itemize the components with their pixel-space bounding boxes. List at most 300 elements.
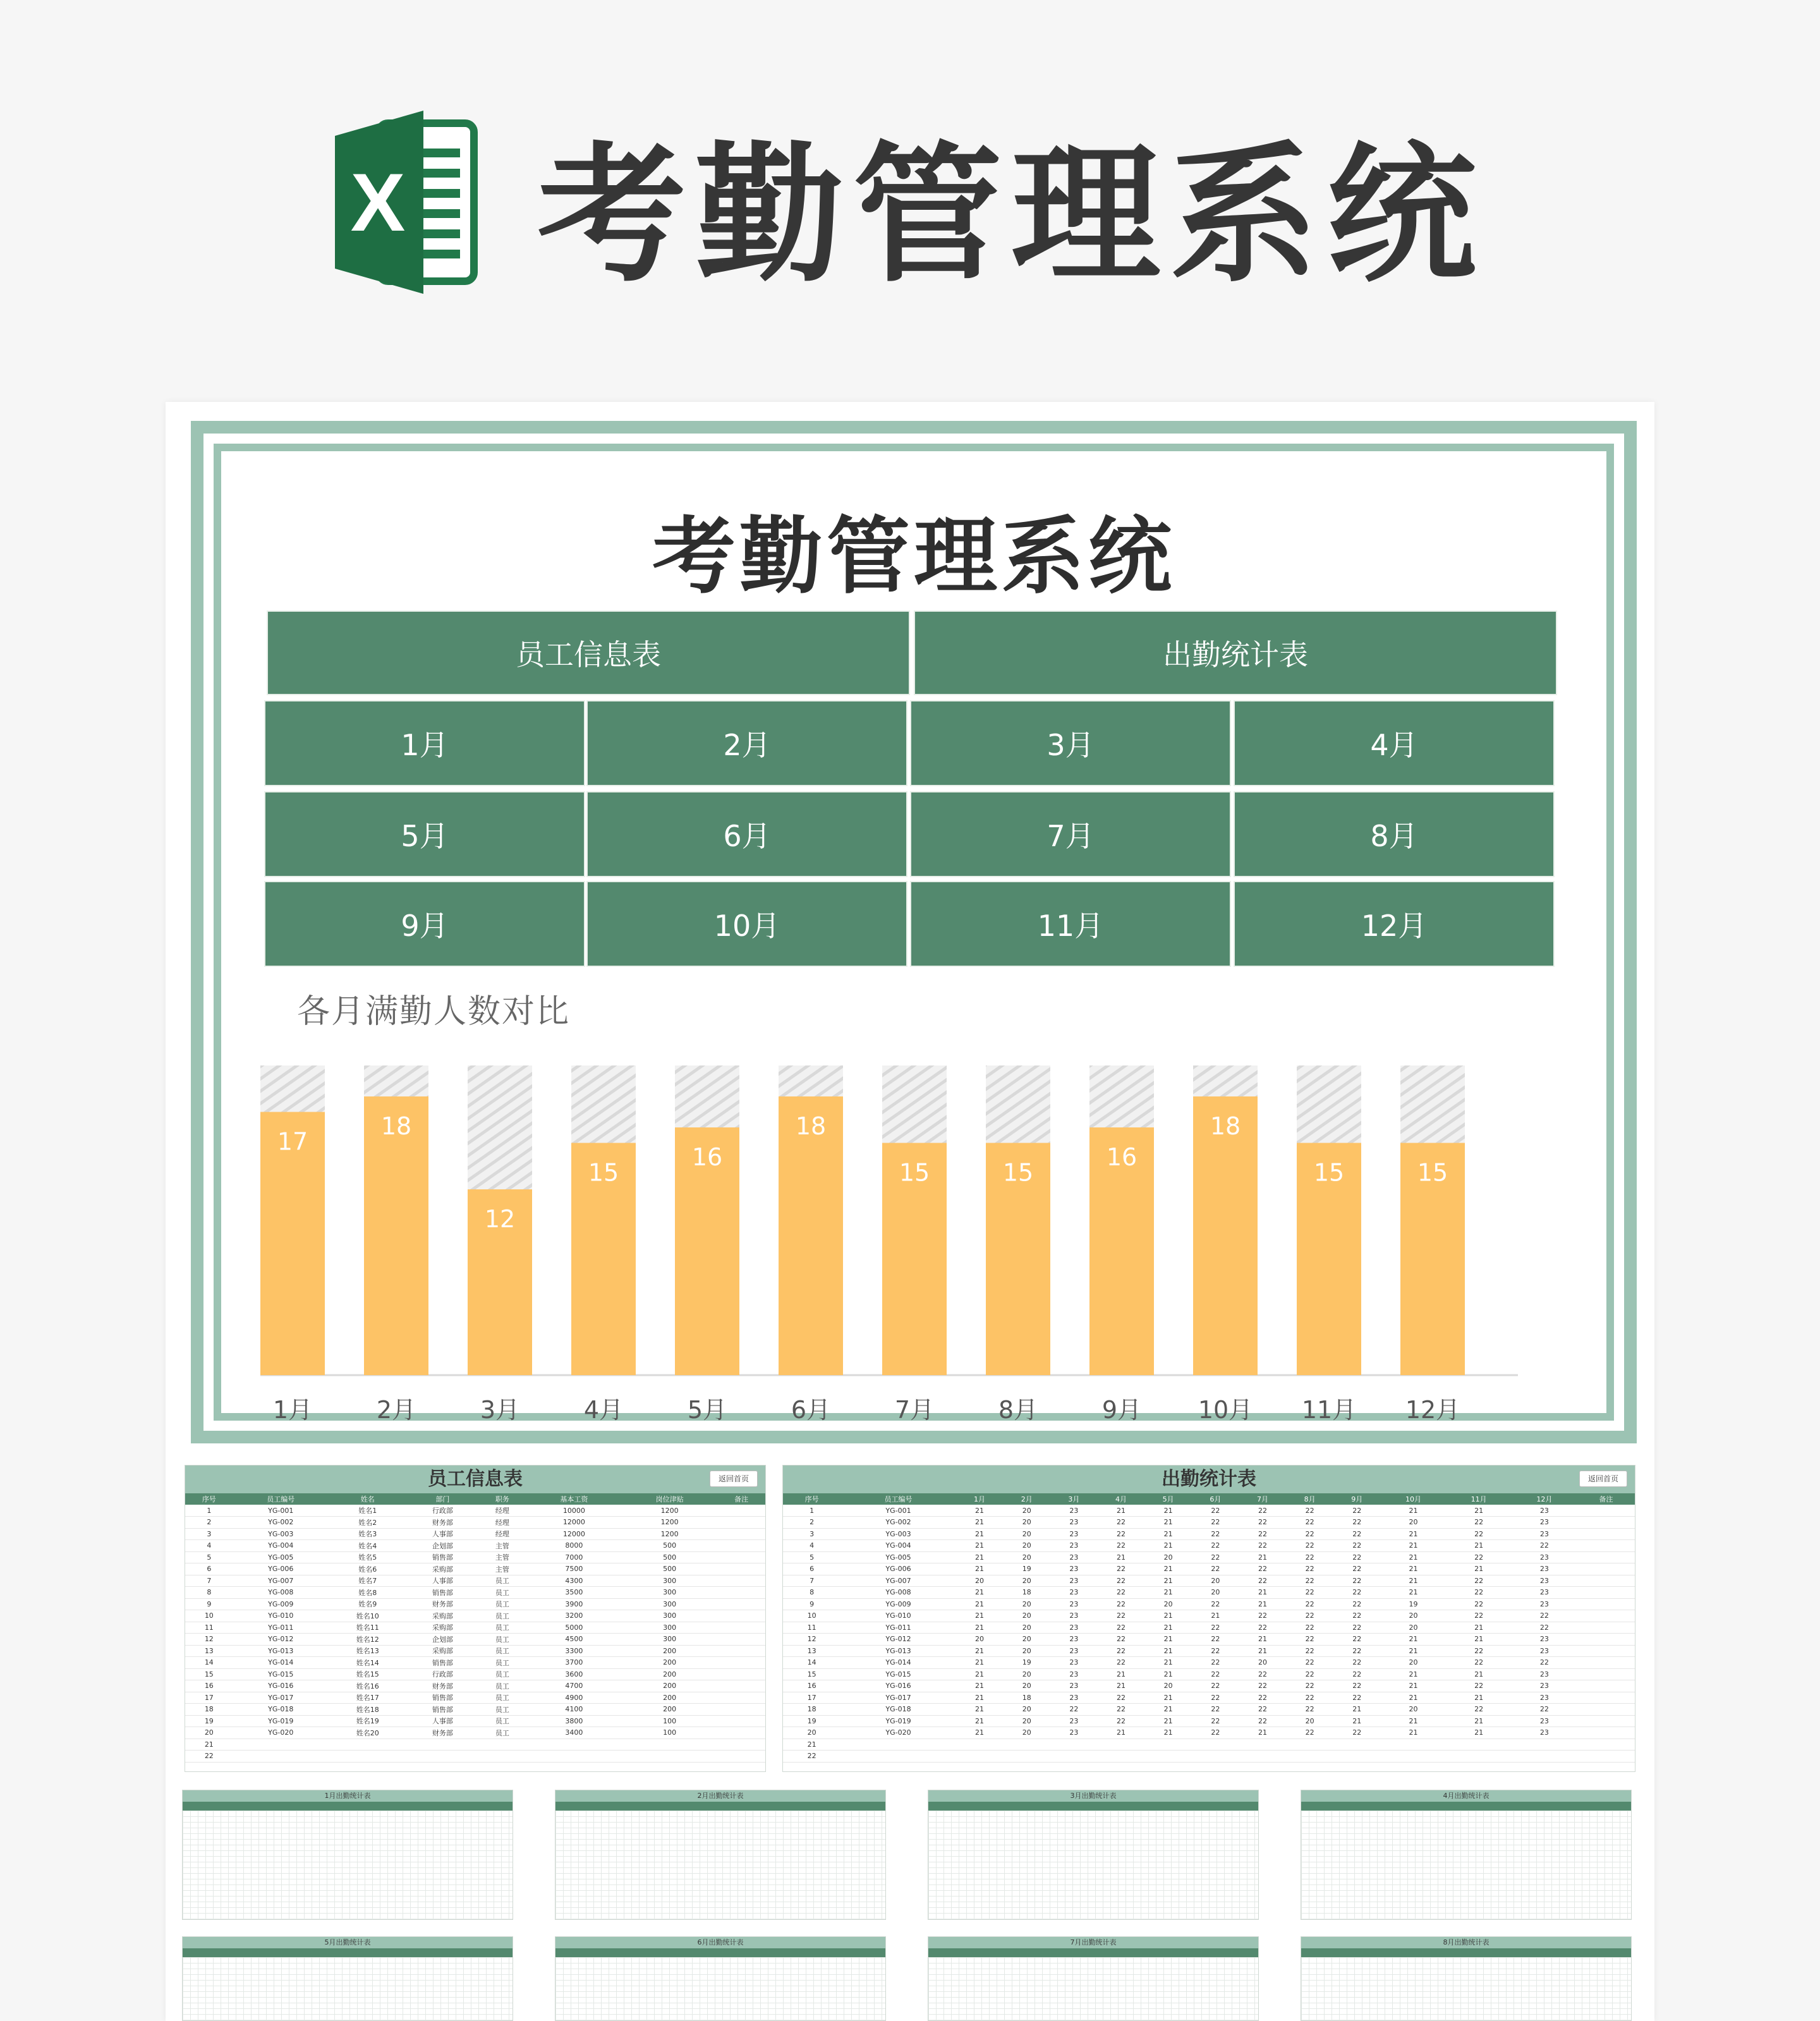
table-cell[interactable]: 200 — [622, 1704, 717, 1716]
table-cell[interactable]: YG-005 — [233, 1551, 329, 1563]
table-cell[interactable]: 23 — [1512, 1680, 1577, 1692]
table-cell[interactable] — [717, 1704, 765, 1716]
table-cell[interactable]: 2 — [185, 1517, 233, 1529]
table-cell[interactable]: 21 — [1098, 1505, 1145, 1517]
table-cell[interactable]: 22 — [1333, 1622, 1381, 1634]
table-cell[interactable]: 姓名2 — [329, 1517, 407, 1529]
table-cell[interactable]: 300 — [622, 1598, 717, 1610]
table-cell[interactable] — [1239, 1751, 1287, 1763]
table-cell[interactable]: 10000 — [526, 1505, 622, 1517]
table-cell[interactable] — [717, 1610, 765, 1622]
table-cell[interactable]: 4 — [185, 1540, 233, 1552]
table-cell[interactable]: 21 — [1098, 1727, 1145, 1739]
table-cell[interactable]: 21 — [956, 1540, 1004, 1552]
table-cell[interactable]: 20 — [956, 1634, 1004, 1646]
table-cell[interactable]: 19 — [1003, 1657, 1050, 1669]
table-cell[interactable]: YG-018 — [840, 1704, 956, 1716]
table-cell[interactable]: 姓名13 — [329, 1645, 407, 1657]
table-cell[interactable]: 22 — [1239, 1517, 1287, 1529]
table-cell[interactable]: 姓名12 — [329, 1634, 407, 1646]
table-cell[interactable]: YG-004 — [840, 1540, 956, 1552]
table-cell[interactable]: 3300 — [526, 1645, 622, 1657]
table-cell[interactable]: 21 — [1381, 1634, 1447, 1646]
table-cell[interactable]: 22 — [1192, 1704, 1239, 1716]
table-cell[interactable]: 22 — [1192, 1622, 1239, 1634]
table-cell[interactable]: 22 — [1286, 1680, 1333, 1692]
table-cell[interactable]: 22 — [1512, 1657, 1577, 1669]
table-cell[interactable]: 18 — [783, 1704, 840, 1716]
table-cell[interactable]: 21 — [1144, 1587, 1192, 1599]
table-cell[interactable]: 22 — [1286, 1598, 1333, 1610]
table-cell[interactable] — [1577, 1704, 1635, 1716]
table-cell[interactable]: 姓名18 — [329, 1704, 407, 1716]
table-cell[interactable]: 20 — [1286, 1715, 1333, 1727]
table-cell[interactable] — [622, 1739, 717, 1751]
table-cell[interactable]: 3 — [185, 1528, 233, 1540]
table-cell[interactable]: 22 — [1192, 1598, 1239, 1610]
nav-month-4[interactable]: 4月 — [1234, 700, 1555, 786]
month-sheet-7[interactable] — [928, 1936, 1259, 2021]
table-cell[interactable]: 22 — [1098, 1528, 1145, 1540]
table-cell[interactable]: YG-016 — [840, 1680, 956, 1692]
table-cell[interactable]: 22 — [1192, 1563, 1239, 1575]
table-cell[interactable]: 23 — [1512, 1715, 1577, 1727]
table-cell[interactable] — [329, 1751, 407, 1763]
table-cell[interactable]: 22 — [1098, 1517, 1145, 1529]
table-cell[interactable]: 21 — [1333, 1715, 1381, 1727]
table-cell[interactable]: 22 — [1098, 1645, 1145, 1657]
table-cell[interactable]: 采购部 — [407, 1563, 478, 1575]
table-cell[interactable]: 财务部 — [407, 1727, 478, 1739]
table-cell[interactable]: 姓名6 — [329, 1563, 407, 1575]
table-cell[interactable]: 300 — [622, 1587, 717, 1599]
table-cell[interactable] — [717, 1727, 765, 1739]
table-cell[interactable]: 1200 — [622, 1517, 717, 1529]
table-cell[interactable]: 经理 — [478, 1517, 526, 1529]
table-cell[interactable]: 19 — [1003, 1563, 1050, 1575]
table-cell[interactable] — [717, 1540, 765, 1552]
table-cell[interactable]: 22 — [1098, 1540, 1145, 1552]
table-cell[interactable]: 21 — [956, 1610, 1004, 1622]
table-cell[interactable]: 22 — [1098, 1587, 1145, 1599]
table-cell[interactable]: 22 — [1098, 1634, 1145, 1646]
table-cell[interactable]: YG-013 — [233, 1645, 329, 1657]
table-cell[interactable]: 22 — [1286, 1634, 1333, 1646]
table-cell[interactable]: 22 — [1192, 1517, 1239, 1529]
table-cell[interactable]: 21 — [956, 1563, 1004, 1575]
table-cell[interactable]: 17 — [185, 1692, 233, 1704]
table-cell[interactable] — [1050, 1751, 1098, 1763]
nav-month-7[interactable]: 7月 — [910, 791, 1231, 877]
table-cell[interactable] — [1050, 1739, 1098, 1751]
table-cell[interactable]: 20 — [1003, 1645, 1050, 1657]
table-cell[interactable]: 22 — [1239, 1622, 1287, 1634]
table-cell[interactable]: 22 — [1446, 1704, 1512, 1716]
table-cell[interactable]: 23 — [1050, 1634, 1098, 1646]
table-cell[interactable]: 10 — [185, 1610, 233, 1622]
table-cell[interactable]: 22 — [1192, 1645, 1239, 1657]
table-cell[interactable]: 21 — [1381, 1715, 1447, 1727]
table-cell[interactable]: 1 — [185, 1505, 233, 1517]
table-cell[interactable] — [407, 1751, 478, 1763]
table-cell[interactable]: 21 — [1446, 1505, 1512, 1517]
table-cell[interactable]: 22 — [1333, 1517, 1381, 1529]
table-cell[interactable]: 22 — [1446, 1610, 1512, 1622]
table-cell[interactable] — [840, 1751, 956, 1763]
table-cell[interactable]: 员工 — [478, 1610, 526, 1622]
table-cell[interactable]: 23 — [1050, 1668, 1098, 1680]
table-cell[interactable]: 14 — [783, 1657, 840, 1669]
table-cell[interactable]: 23 — [1050, 1680, 1098, 1692]
table-cell[interactable]: 姓名15 — [329, 1668, 407, 1680]
table-cell[interactable]: 员工 — [478, 1704, 526, 1716]
table-cell[interactable]: YG-015 — [840, 1668, 956, 1680]
table-cell[interactable] — [1098, 1739, 1145, 1751]
table-cell[interactable]: 4500 — [526, 1634, 622, 1646]
table-cell[interactable]: 22 — [1286, 1575, 1333, 1587]
table-cell[interactable]: 23 — [1050, 1715, 1098, 1727]
table-cell[interactable]: 20 — [1003, 1610, 1050, 1622]
table-cell[interactable]: 8 — [185, 1587, 233, 1599]
table-cell[interactable] — [1381, 1739, 1447, 1751]
month-sheet-4[interactable] — [1301, 1790, 1632, 1920]
table-cell[interactable]: 23 — [1512, 1563, 1577, 1575]
table-cell[interactable]: 20 — [1144, 1598, 1192, 1610]
table-cell[interactable]: 23 — [1050, 1517, 1098, 1529]
table-cell[interactable]: 22 — [1192, 1668, 1239, 1680]
table-cell[interactable]: 员工 — [478, 1622, 526, 1634]
table-cell[interactable] — [1381, 1751, 1447, 1763]
table-cell[interactable]: 姓名20 — [329, 1727, 407, 1739]
table-cell[interactable] — [1577, 1551, 1635, 1563]
table-cell[interactable]: 姓名16 — [329, 1680, 407, 1692]
table-cell[interactable]: 22 — [1333, 1598, 1381, 1610]
table-cell[interactable]: 采购部 — [407, 1645, 478, 1657]
table-cell[interactable]: 21 — [1144, 1668, 1192, 1680]
table-cell[interactable]: 20 — [185, 1727, 233, 1739]
table-cell[interactable]: 20 — [1003, 1668, 1050, 1680]
table-cell[interactable]: 21 — [1144, 1715, 1192, 1727]
table-cell[interactable] — [717, 1517, 765, 1529]
table-cell[interactable]: 财务部 — [407, 1598, 478, 1610]
table-cell[interactable]: 21 — [956, 1505, 1004, 1517]
table-cell[interactable]: 22 — [1333, 1575, 1381, 1587]
table-cell[interactable]: 21 — [956, 1680, 1004, 1692]
table-cell[interactable]: 姓名5 — [329, 1551, 407, 1563]
table-cell[interactable]: 3400 — [526, 1727, 622, 1739]
table-cell[interactable] — [329, 1739, 407, 1751]
table-cell[interactable]: 采购部 — [407, 1610, 478, 1622]
table-cell[interactable]: 22 — [1446, 1598, 1512, 1610]
table-cell[interactable]: 22 — [1446, 1587, 1512, 1599]
table-cell[interactable]: 21 — [1239, 1727, 1287, 1739]
table-cell[interactable]: 21 — [1144, 1634, 1192, 1646]
table-cell[interactable]: 7000 — [526, 1551, 622, 1563]
table-cell[interactable]: 22 — [1286, 1540, 1333, 1552]
table-cell[interactable]: 6 — [783, 1563, 840, 1575]
table-cell[interactable]: YG-004 — [233, 1540, 329, 1552]
table-cell[interactable]: 23 — [1050, 1692, 1098, 1704]
table-cell[interactable]: 19 — [1381, 1598, 1447, 1610]
table-cell[interactable]: 19 — [783, 1715, 840, 1727]
table-cell[interactable]: 22 — [1286, 1551, 1333, 1563]
table-cell[interactable]: 22 — [1333, 1528, 1381, 1540]
table-cell[interactable]: 员工 — [478, 1727, 526, 1739]
table-cell[interactable]: 20 — [1003, 1551, 1050, 1563]
nav-month-2[interactable]: 2月 — [586, 700, 907, 786]
table-cell[interactable]: 9 — [185, 1598, 233, 1610]
nav-month-1[interactable]: 1月 — [264, 700, 585, 786]
table-cell[interactable]: 21 — [1144, 1657, 1192, 1669]
table-cell[interactable]: 23 — [1050, 1528, 1098, 1540]
table-cell[interactable]: YG-012 — [840, 1634, 956, 1646]
table-cell[interactable] — [1577, 1575, 1635, 1587]
table-cell[interactable]: 22 — [1192, 1657, 1239, 1669]
table-cell[interactable] — [1577, 1657, 1635, 1669]
table-cell[interactable]: YG-009 — [840, 1598, 956, 1610]
table-cell[interactable] — [1577, 1563, 1635, 1575]
table-cell[interactable] — [1333, 1739, 1381, 1751]
table-cell[interactable]: 21 — [1144, 1727, 1192, 1739]
table-cell[interactable]: 23 — [1512, 1528, 1577, 1540]
table-cell[interactable]: 21 — [185, 1739, 233, 1751]
table-cell[interactable] — [1577, 1598, 1635, 1610]
table-cell[interactable]: 200 — [622, 1657, 717, 1669]
table-cell[interactable]: 22 — [783, 1751, 840, 1763]
table-cell[interactable]: YG-010 — [233, 1610, 329, 1622]
table-cell[interactable]: YG-017 — [840, 1692, 956, 1704]
table-cell[interactable]: 300 — [622, 1575, 717, 1587]
table-cell[interactable]: 22 — [1446, 1575, 1512, 1587]
table-cell[interactable]: 22 — [1239, 1715, 1287, 1727]
table-cell[interactable]: YG-016 — [233, 1680, 329, 1692]
table-cell[interactable]: 22 — [1333, 1551, 1381, 1563]
table-cell[interactable]: 22 — [1333, 1645, 1381, 1657]
table-cell[interactable]: 500 — [622, 1540, 717, 1552]
table-cell[interactable]: 21 — [956, 1692, 1004, 1704]
table-cell[interactable]: 18 — [1003, 1587, 1050, 1599]
table-cell[interactable]: 员工 — [478, 1645, 526, 1657]
table-cell[interactable]: 21 — [1381, 1645, 1447, 1657]
table-cell[interactable]: 3 — [783, 1528, 840, 1540]
table-cell[interactable]: 22 — [1286, 1563, 1333, 1575]
table-cell[interactable]: 22 — [1239, 1528, 1287, 1540]
table-cell[interactable]: 22 — [1333, 1563, 1381, 1575]
table-cell[interactable]: 21 — [956, 1587, 1004, 1599]
table-cell[interactable]: 22 — [1286, 1727, 1333, 1739]
table-cell[interactable]: 22 — [1512, 1704, 1577, 1716]
employee-back-button[interactable]: 返回首页 — [710, 1471, 758, 1487]
table-cell[interactable]: 3800 — [526, 1715, 622, 1727]
table-cell[interactable] — [1577, 1739, 1635, 1751]
nav-month-10[interactable]: 10月 — [586, 881, 907, 967]
table-cell[interactable]: 22 — [1098, 1598, 1145, 1610]
table-cell[interactable]: 姓名7 — [329, 1575, 407, 1587]
table-cell[interactable]: 20 — [1192, 1575, 1239, 1587]
table-cell[interactable]: 15 — [185, 1668, 233, 1680]
table-cell[interactable]: 22 — [1239, 1575, 1287, 1587]
table-cell[interactable]: 22 — [1286, 1657, 1333, 1669]
table-cell[interactable]: 22 — [1512, 1540, 1577, 1552]
table-cell[interactable]: 22 — [1286, 1692, 1333, 1704]
table-cell[interactable]: 21 — [1144, 1540, 1192, 1552]
table-cell[interactable]: 12000 — [526, 1517, 622, 1529]
table-cell[interactable]: 7500 — [526, 1563, 622, 1575]
table-cell[interactable]: 20 — [1381, 1657, 1447, 1669]
table-cell[interactable]: 21 — [1239, 1598, 1287, 1610]
table-cell[interactable]: 22 — [1333, 1668, 1381, 1680]
table-cell[interactable]: 21 — [1446, 1540, 1512, 1552]
table-cell[interactable]: 22 — [1446, 1517, 1512, 1529]
table-cell[interactable]: 22 — [1098, 1657, 1145, 1669]
table-cell[interactable]: 20 — [1003, 1517, 1050, 1529]
table-cell[interactable]: 财务部 — [407, 1517, 478, 1529]
table-cell[interactable] — [1192, 1751, 1239, 1763]
table-cell[interactable]: 22 — [1286, 1622, 1333, 1634]
table-cell[interactable] — [1239, 1739, 1287, 1751]
table-cell[interactable]: 员工 — [478, 1634, 526, 1646]
table-cell[interactable]: 员工 — [478, 1598, 526, 1610]
table-cell[interactable]: 7 — [185, 1575, 233, 1587]
table-cell[interactable] — [478, 1739, 526, 1751]
table-cell[interactable] — [1446, 1751, 1512, 1763]
table-cell[interactable]: 20 — [1003, 1505, 1050, 1517]
table-cell[interactable]: 23 — [1512, 1517, 1577, 1529]
table-cell[interactable]: 16 — [185, 1680, 233, 1692]
table-cell[interactable]: 20 — [1381, 1622, 1447, 1634]
table-cell[interactable]: 22 — [1239, 1540, 1287, 1552]
table-cell[interactable] — [717, 1622, 765, 1634]
table-cell[interactable]: YG-008 — [840, 1587, 956, 1599]
nav-month-11[interactable]: 11月 — [910, 881, 1231, 967]
table-cell[interactable]: 22 — [1192, 1528, 1239, 1540]
table-cell[interactable]: YG-015 — [233, 1668, 329, 1680]
table-cell[interactable]: 22 — [1333, 1634, 1381, 1646]
table-cell[interactable]: 22 — [1446, 1645, 1512, 1657]
table-cell[interactable]: 21 — [1144, 1528, 1192, 1540]
table-cell[interactable]: 姓名9 — [329, 1598, 407, 1610]
table-cell[interactable] — [956, 1739, 1004, 1751]
table-cell[interactable] — [1512, 1751, 1577, 1763]
table-cell[interactable]: 11 — [185, 1622, 233, 1634]
table-cell[interactable]: YG-006 — [233, 1563, 329, 1575]
table-cell[interactable]: 21 — [1144, 1610, 1192, 1622]
table-cell[interactable]: YG-001 — [233, 1505, 329, 1517]
table-cell[interactable]: 13 — [783, 1645, 840, 1657]
table-cell[interactable]: 22 — [1286, 1505, 1333, 1517]
table-cell[interactable]: 18 — [185, 1704, 233, 1716]
table-cell[interactable]: 21 — [956, 1551, 1004, 1563]
table-cell[interactable]: 行政部 — [407, 1668, 478, 1680]
table-cell[interactable]: 22 — [1333, 1610, 1381, 1622]
table-cell[interactable]: 23 — [1050, 1505, 1098, 1517]
table-cell[interactable]: 22 — [1098, 1563, 1145, 1575]
table-cell[interactable]: 22 — [1239, 1704, 1287, 1716]
table-cell[interactable]: 主管 — [478, 1551, 526, 1563]
table-cell[interactable]: 3500 — [526, 1587, 622, 1599]
table-cell[interactable]: 100 — [622, 1715, 717, 1727]
table-cell[interactable]: 22 — [1446, 1657, 1512, 1669]
table-cell[interactable]: 21 — [1144, 1692, 1192, 1704]
table-cell[interactable]: 21 — [1446, 1563, 1512, 1575]
table-cell[interactable]: 12 — [185, 1634, 233, 1646]
table-cell[interactable]: 22 — [1239, 1680, 1287, 1692]
table-cell[interactable] — [1003, 1751, 1050, 1763]
table-cell[interactable] — [1286, 1739, 1333, 1751]
table-cell[interactable]: 22 — [1192, 1634, 1239, 1646]
table-cell[interactable]: YG-008 — [233, 1587, 329, 1599]
table-cell[interactable]: YG-011 — [840, 1622, 956, 1634]
table-cell[interactable]: 15 — [783, 1668, 840, 1680]
table-cell[interactable]: 5 — [783, 1551, 840, 1563]
table-cell[interactable]: 采购部 — [407, 1622, 478, 1634]
table-cell[interactable]: 20 — [1003, 1598, 1050, 1610]
table-cell[interactable]: 员工 — [478, 1575, 526, 1587]
table-cell[interactable]: 22 — [1286, 1528, 1333, 1540]
table-cell[interactable]: 21 — [1381, 1587, 1447, 1599]
table-cell[interactable] — [1577, 1680, 1635, 1692]
table-cell[interactable]: 1 — [783, 1505, 840, 1517]
month-sheet-3[interactable] — [928, 1790, 1259, 1920]
table-cell[interactable]: 23 — [1512, 1727, 1577, 1739]
table-cell[interactable] — [1577, 1610, 1635, 1622]
table-cell[interactable]: 员工 — [478, 1587, 526, 1599]
nav-month-3[interactable]: 3月 — [910, 700, 1231, 786]
table-cell[interactable]: 姓名17 — [329, 1692, 407, 1704]
table-cell[interactable]: YG-011 — [233, 1622, 329, 1634]
table-cell[interactable]: 3600 — [526, 1668, 622, 1680]
table-cell[interactable]: 企划部 — [407, 1634, 478, 1646]
table-cell[interactable]: 22 — [1333, 1587, 1381, 1599]
table-cell[interactable]: 21 — [1144, 1517, 1192, 1529]
attendance-back-button[interactable]: 返回首页 — [1579, 1471, 1627, 1487]
table-cell[interactable]: 1200 — [622, 1505, 717, 1517]
table-cell[interactable]: 21 — [1098, 1551, 1145, 1563]
table-cell[interactable]: 18 — [1003, 1692, 1050, 1704]
table-cell[interactable]: 3900 — [526, 1598, 622, 1610]
table-cell[interactable]: 员工 — [478, 1680, 526, 1692]
table-cell[interactable]: 22 — [1512, 1610, 1577, 1622]
table-cell[interactable]: 22 — [1192, 1540, 1239, 1552]
table-cell[interactable] — [840, 1739, 956, 1751]
table-cell[interactable]: 11 — [783, 1622, 840, 1634]
table-cell[interactable] — [1577, 1645, 1635, 1657]
table-cell[interactable] — [1577, 1622, 1635, 1634]
table-cell[interactable]: 20 — [1381, 1610, 1447, 1622]
table-cell[interactable]: 21 — [1446, 1668, 1512, 1680]
table-cell[interactable]: 21 — [956, 1517, 1004, 1529]
table-cell[interactable]: 20 — [1003, 1575, 1050, 1587]
table-cell[interactable]: 8 — [783, 1587, 840, 1599]
table-cell[interactable] — [1577, 1692, 1635, 1704]
table-cell[interactable]: 20 — [1381, 1704, 1447, 1716]
table-cell[interactable] — [717, 1505, 765, 1517]
table-cell[interactable]: 22 — [1446, 1551, 1512, 1563]
table-cell[interactable]: 22 — [1286, 1587, 1333, 1599]
table-cell[interactable]: 22 — [1333, 1657, 1381, 1669]
table-cell[interactable]: 200 — [622, 1668, 717, 1680]
table-cell[interactable]: 21 — [956, 1622, 1004, 1634]
nav-month-6[interactable]: 6月 — [586, 791, 907, 877]
table-cell[interactable]: 23 — [1050, 1587, 1098, 1599]
table-cell[interactable]: 22 — [1098, 1704, 1145, 1716]
table-cell[interactable]: 员工 — [478, 1668, 526, 1680]
table-cell[interactable]: 销售部 — [407, 1692, 478, 1704]
table-cell[interactable]: 23 — [1050, 1563, 1098, 1575]
table-cell[interactable] — [1144, 1751, 1192, 1763]
table-cell[interactable]: YG-005 — [840, 1551, 956, 1563]
table-cell[interactable]: 姓名14 — [329, 1657, 407, 1669]
